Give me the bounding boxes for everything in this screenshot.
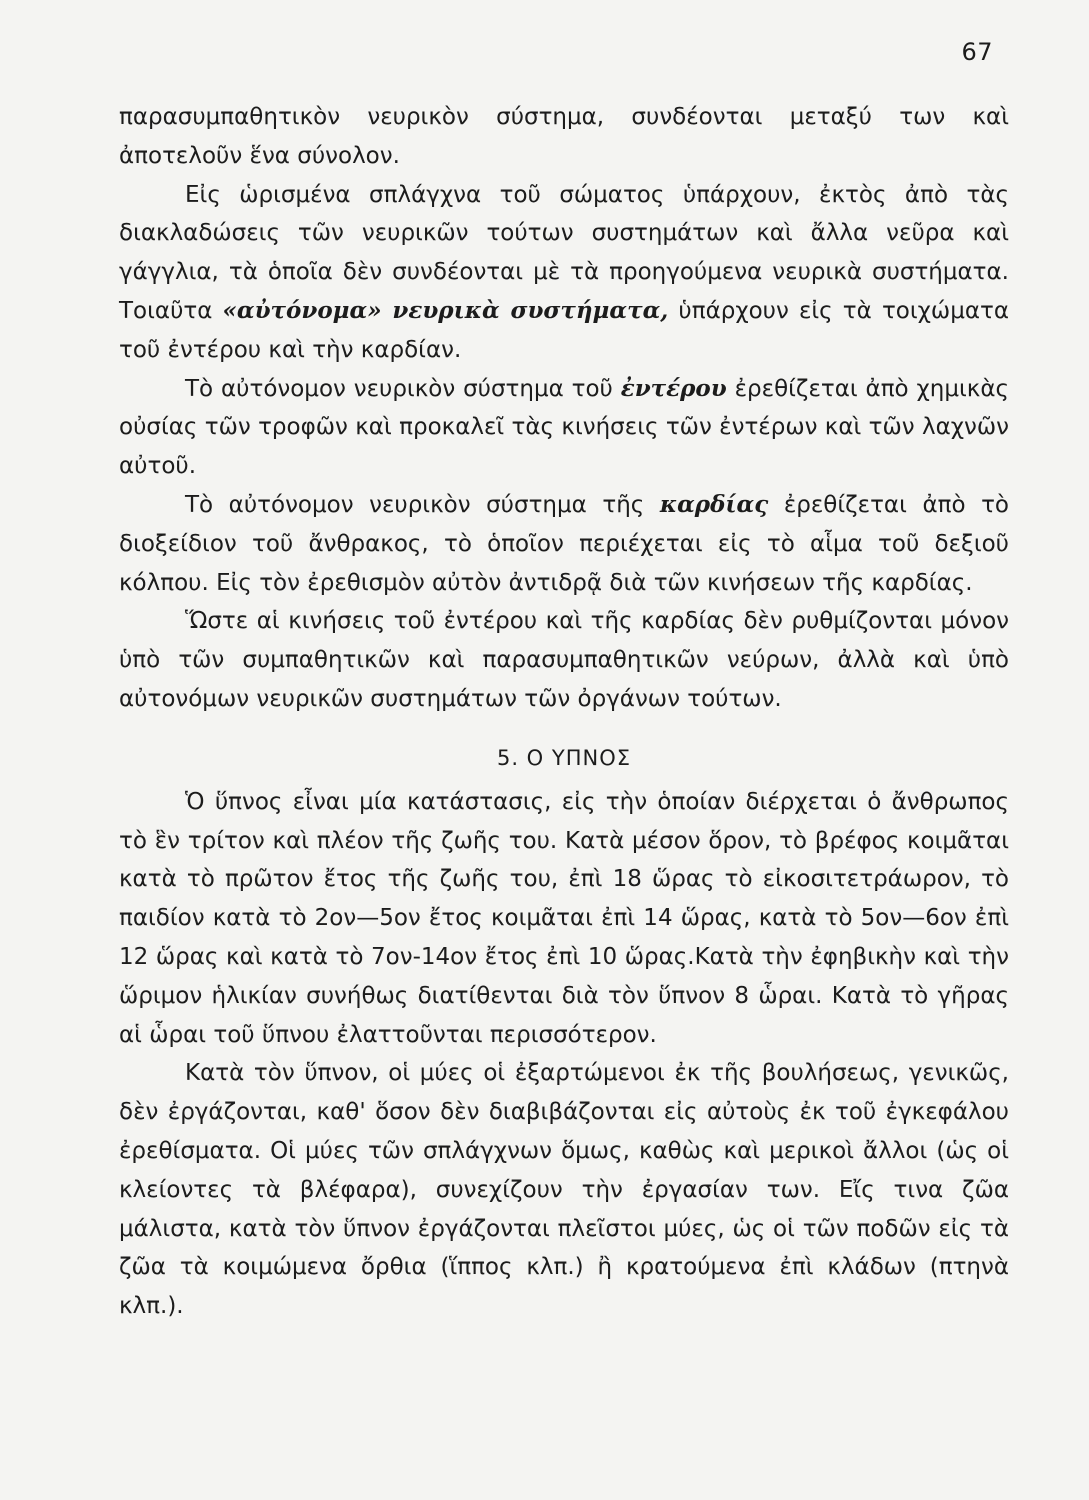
text-run: ὑπάρχουν εἰς τὰ τοιχώματα τοῦ ἐντέρου καὶ τὴν καρδίαν.	[119, 297, 1009, 363]
paragraph-conclusion: Ὥστε αἱ κινήσεις τοῦ ἐντέρου καὶ τῆς καρδίας δὲν ρυθμίζονται μόνον ὑπὸ τῶν συμπαθητικῶν καὶ παρασυμπαθητικῶν νεύρων, ἀλλὰ καὶ ὑπὸ αὐτονόμων νευρικῶν συστημάτων τῶν ὀργάνων τούτων.	[119, 608, 1009, 712]
emphasis-term: καρδίας	[659, 490, 769, 518]
text-run: Εἰς ὡρισμένα σπλάγχνα τοῦ σώματος ὑπάρχουν, ἐκτὸς ἀπὸ τὰς διακλαδώσεις τῶν νευρικῶν τούτων συστημάτων καὶ ἄλλα νεῦρα καὶ γάγγλια, τὰ ὁποῖα δὲν συνδέονται μὲ τὰ προηγούμενα νευρικὰ συστήματα. Τοιαῦτα	[119, 181, 1009, 324]
paragraph-autonomous-systems	[119, 176, 1009, 370]
emphasis-term: ἐντέρου	[620, 374, 727, 402]
paragraph-sleep-muscles: Κατὰ τὸν ὕπνον, οἱ μύες οἱ ἐξαρτώμενοι ἐκ τῆς βουλήσεως, γενικῶς, δὲν ἐργάζονται, καθ' ὅσον δὲν διαβιβάζονται εἰς αὐτοὺς ἐκ τοῦ ἐγκεφάλου ἐρεθίσματα. Οἱ μύες τῶν σπλάγχνων ὅμως, καθὼς καὶ μερικοὶ ἄλλοι (ὡς οἱ κλείοντες τὰ βλέφαρα), συνεχίζουν τὴν ἐργασίαν των. Εἴς τινα ζῶα μάλιστα, κατὰ τὸν ὕπνον ἐργάζονται πλεῖστοι μύες, ὡς οἱ τῶν ποδῶν εἰς τὰ ζῶα τὰ κοιμώμενα ὄρθια (ἵππος κλπ.) ἢ κρατούμενα ἐπὶ κλάδων (πτηνὰ κλπ.).	[119, 1060, 1009, 1320]
text-run: Τὸ αὐτόνομον νευρικὸν σύστημα τοῦ	[185, 375, 621, 402]
body-text	[119, 98, 1009, 1326]
section-heading: 5. Ο ΥΠΝΟΣ	[496, 745, 632, 770]
paragraph-sleep-intro: Ὁ ὕπνος εἶναι μία κατάστασις, εἰς τὴν ὁποίαν διέρχεται ὁ ἄνθρωπος τὸ ἓν τρίτον καὶ πλέον τῆς ζωῆς του. Κατὰ μέσον ὅρον, τὸ βρέφος κοιμᾶται κατὰ τὸ πρῶτον ἔτος τῆς ζωῆς του, ἐπὶ 18 ὥρας τὸ εἰκοσιτετράωρον, τὸ παιδίον κατὰ τὸ 2ον—5ον ἔτος κοιμᾶται ἐπὶ 14 ὥρας, κατὰ τὸ 5ον—6ον ἐπὶ 12 ὥρας καὶ κατὰ τὸ 7ον-14ον ἔτος ἐπὶ 10 ὥρας.Κατὰ τὴν ἐφηβικὴν καὶ τὴν ὥριμον ἡλικίαν συνήθως διατίθενται διὰ τὸν ὕπνον 8 ὧραι. Κατὰ τὸ γῆρας αἱ ὧραι τοῦ ὕπνου ἐλαττοῦνται περισσότερον.	[119, 788, 1009, 1048]
text-run: ἐρεθίζεται ἀπὸ τὸ διοξείδιον τοῦ ἄνθρακος, τὸ ὁποῖον περιέχεται εἰς τὸ αἷμα τοῦ δεξιοῦ κόλπου. Εἰς τὸν ἐρεθισμὸν αὐτὸν ἀντιδρᾷ διὰ τῶν κινήσεων τῆς καρδίας.	[119, 491, 1009, 596]
page-number: 67	[961, 38, 993, 66]
paragraph-heart	[119, 486, 1009, 602]
paragraph-intestine	[119, 370, 1009, 486]
text-run: ἐρεθίζεται ἀπὸ χημικὰς οὐσίας τῶν τροφῶν καὶ προκαλεῖ τὰς κινήσεις τῶν ἐντέρων καὶ τῶν λαχνῶν αὐτοῦ.	[119, 375, 1009, 480]
emphasis-term: «αὐτόνομα» νευρικὰ συστήματα,	[222, 296, 669, 324]
paragraph-continuation: παρασυμπαθητικὸν νευρικὸν σύστημα, συνδέονται μεταξύ των καὶ ἀποτελοῦν ἕνα σύνολον.	[119, 104, 1009, 169]
text-run: Τὸ αὐτόνομον νευρικὸν σύστημα τῆς	[185, 491, 660, 518]
